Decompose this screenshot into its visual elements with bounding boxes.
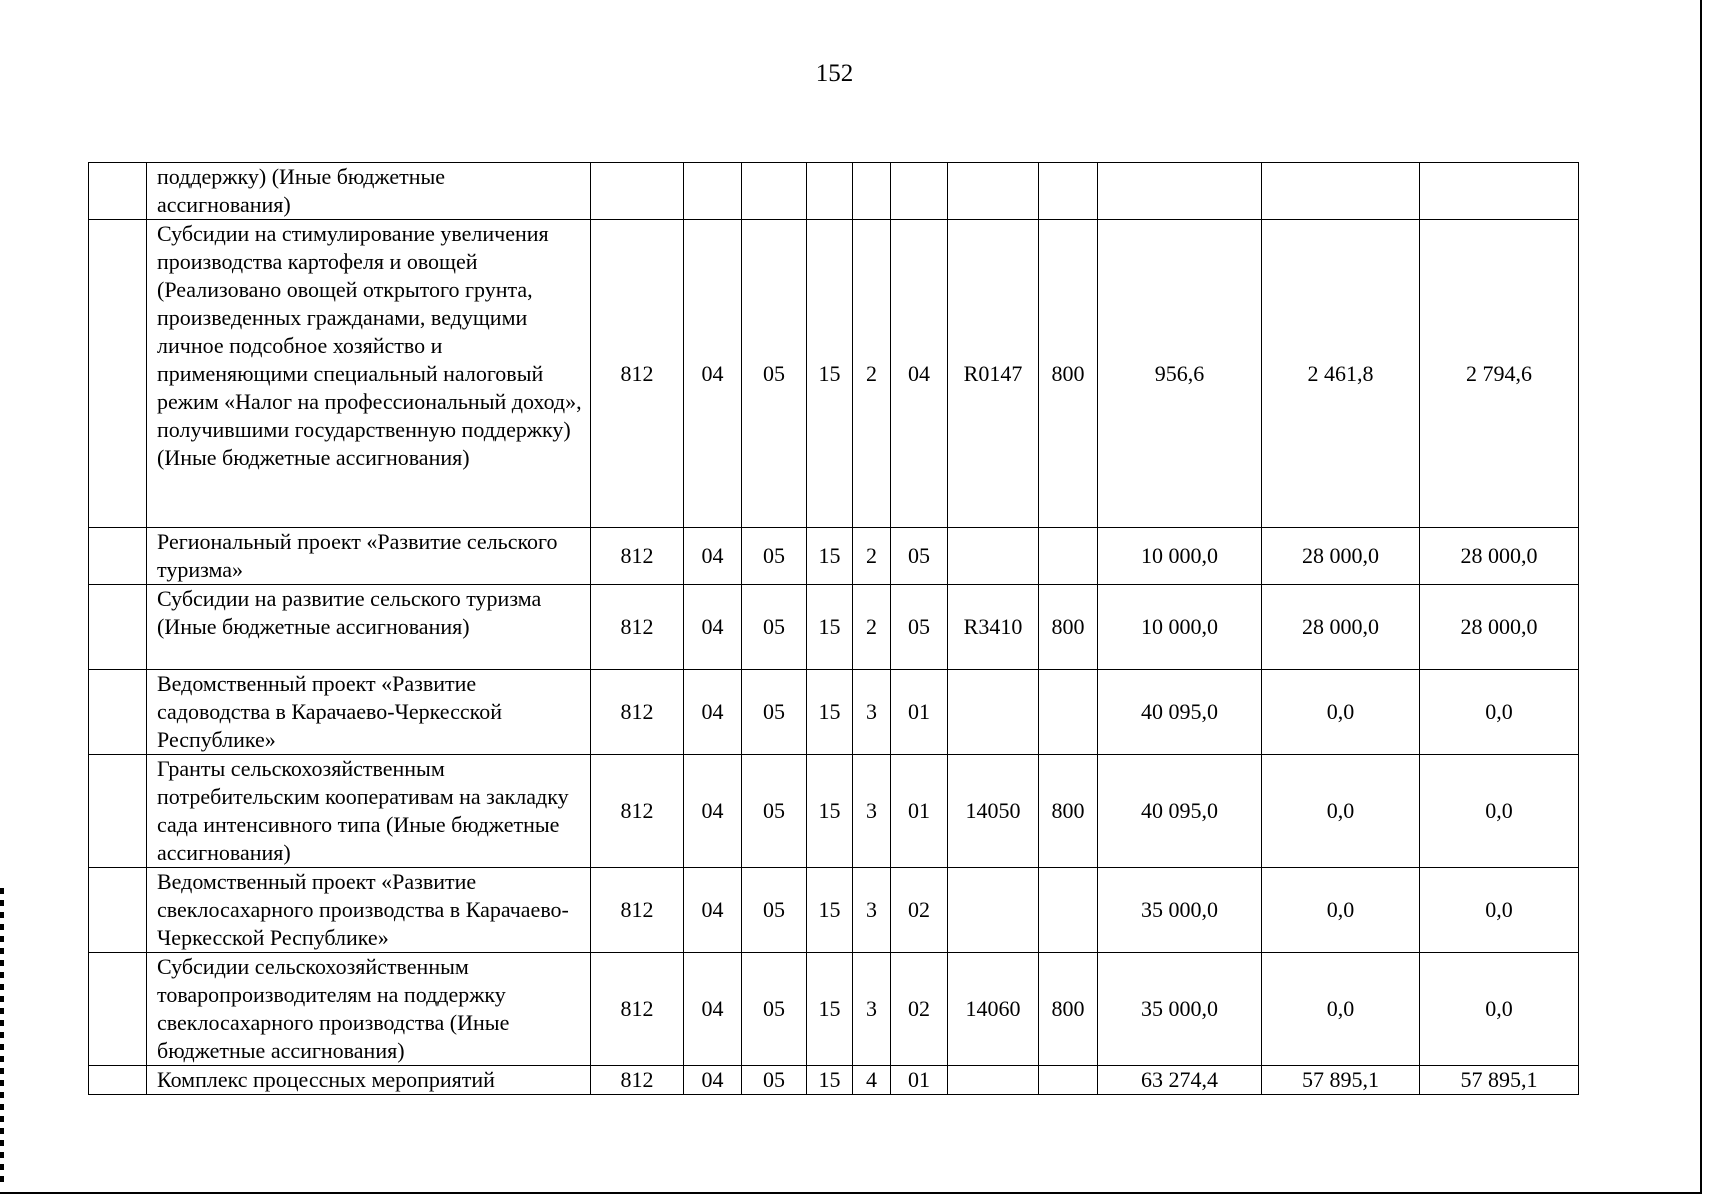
row-value-cell bbox=[807, 163, 853, 220]
row-value-cell: 04 bbox=[684, 755, 742, 868]
row-value-cell: 05 bbox=[742, 953, 807, 1066]
row-value-cell: 04 bbox=[684, 528, 742, 585]
row-value-cell: 3 bbox=[853, 670, 891, 755]
row-value-cell: 28 000,0 bbox=[1262, 585, 1420, 670]
row-value-cell: 812 bbox=[591, 868, 684, 953]
table-row bbox=[89, 953, 1579, 1066]
row-value-cell bbox=[948, 670, 1039, 755]
row-value-cell: 05 bbox=[742, 528, 807, 585]
row-value-cell: 800 bbox=[1039, 220, 1098, 528]
scan-left-edge-dashes bbox=[0, 888, 4, 1188]
scan-bottom-edge bbox=[0, 1192, 1700, 1194]
table-row bbox=[89, 1066, 1579, 1095]
row-value-cell: 28 000,0 bbox=[1420, 528, 1579, 585]
row-value-cell: 3 bbox=[853, 868, 891, 953]
row-value-cell: 15 bbox=[807, 868, 853, 953]
row-value-cell bbox=[1039, 528, 1098, 585]
row-value-cell bbox=[948, 163, 1039, 220]
row-value-cell bbox=[948, 868, 1039, 953]
row-value-cell bbox=[1039, 1066, 1098, 1095]
row-value-cell: 15 bbox=[807, 953, 853, 1066]
row-value-cell: 05 bbox=[742, 585, 807, 670]
table-row bbox=[89, 528, 1579, 585]
row-value-cell: 40 095,0 bbox=[1098, 670, 1262, 755]
row-value-cell bbox=[853, 163, 891, 220]
row-name-cell: Субсидии на развитие сельского туризма (Иные бюджетные ассигнования) bbox=[147, 585, 591, 670]
row-index-cell bbox=[89, 953, 147, 1066]
row-value-cell: 04 bbox=[684, 670, 742, 755]
row-value-cell: 05 bbox=[891, 528, 948, 585]
row-value-cell: 04 bbox=[684, 585, 742, 670]
row-value-cell bbox=[948, 1066, 1039, 1095]
row-value-cell: 01 bbox=[891, 755, 948, 868]
table-row bbox=[89, 220, 1579, 528]
row-value-cell: 04 bbox=[684, 868, 742, 953]
row-value-cell: 3 bbox=[853, 953, 891, 1066]
budget-table bbox=[88, 162, 1579, 1095]
row-value-cell: 57 895,1 bbox=[1262, 1066, 1420, 1095]
row-index-cell bbox=[89, 528, 147, 585]
table-row bbox=[89, 585, 1579, 670]
row-value-cell: 05 bbox=[742, 868, 807, 953]
row-value-cell bbox=[948, 528, 1039, 585]
row-index-cell bbox=[89, 1066, 147, 1095]
row-value-cell: 40 095,0 bbox=[1098, 755, 1262, 868]
row-value-cell: 812 bbox=[591, 220, 684, 528]
row-index-cell bbox=[89, 585, 147, 670]
row-value-cell: 0,0 bbox=[1262, 755, 1420, 868]
row-value-cell: 2 461,8 bbox=[1262, 220, 1420, 528]
row-value-cell: 04 bbox=[684, 953, 742, 1066]
row-value-cell bbox=[891, 163, 948, 220]
row-value-cell bbox=[742, 163, 807, 220]
row-value-cell: 800 bbox=[1039, 755, 1098, 868]
row-value-cell bbox=[684, 163, 742, 220]
row-name-cell: Субсидии сельскохозяйственным товаропроизводителям на поддержку свеклосахарного производства (Иные бюджетные ассигнования) bbox=[147, 953, 591, 1066]
row-value-cell bbox=[1098, 163, 1262, 220]
row-value-cell: 14060 bbox=[948, 953, 1039, 1066]
row-value-cell: 2 bbox=[853, 585, 891, 670]
row-value-cell: 812 bbox=[591, 670, 684, 755]
row-value-cell: 15 bbox=[807, 670, 853, 755]
row-value-cell: 0,0 bbox=[1262, 953, 1420, 1066]
row-value-cell: 0,0 bbox=[1262, 868, 1420, 953]
row-value-cell: R0147 bbox=[948, 220, 1039, 528]
row-value-cell: 02 bbox=[891, 953, 948, 1066]
row-value-cell bbox=[1039, 670, 1098, 755]
row-value-cell: 812 bbox=[591, 1066, 684, 1095]
row-value-cell: 01 bbox=[891, 670, 948, 755]
row-value-cell: 05 bbox=[891, 585, 948, 670]
row-value-cell bbox=[1262, 163, 1420, 220]
row-value-cell: 2 bbox=[853, 528, 891, 585]
row-value-cell: 28 000,0 bbox=[1262, 528, 1420, 585]
row-value-cell: 0,0 bbox=[1420, 755, 1579, 868]
row-value-cell: 05 bbox=[742, 755, 807, 868]
table-row bbox=[89, 868, 1579, 953]
table-row bbox=[89, 670, 1579, 755]
scan-right-edge bbox=[1700, 0, 1702, 1194]
row-value-cell: 02 bbox=[891, 868, 948, 953]
row-value-cell: 0,0 bbox=[1420, 953, 1579, 1066]
row-value-cell: 812 bbox=[591, 528, 684, 585]
row-value-cell: 15 bbox=[807, 585, 853, 670]
row-value-cell: 35 000,0 bbox=[1098, 953, 1262, 1066]
row-name-cell: Ведомственный проект «Развитие садоводства в Карачаево-Черкесской Республике» bbox=[147, 670, 591, 755]
row-name-cell: поддержку) (Иные бюджетные ассигнования) bbox=[147, 163, 591, 220]
row-value-cell: 800 bbox=[1039, 585, 1098, 670]
row-value-cell: 812 bbox=[591, 585, 684, 670]
row-name-cell: Субсидии на стимулирование увеличения производства картофеля и овощей (Реализовано овощей открытого грунта, произведенных гражданами, ведущими личное подсобное хозяйство и применяющими специальный налоговый режим «Налог на профессиональный доход», получившими государственную поддержку) (Иные бюджетные ассигнования) bbox=[147, 220, 591, 528]
row-value-cell: 2 794,6 bbox=[1420, 220, 1579, 528]
row-value-cell: 04 bbox=[684, 220, 742, 528]
row-value-cell: 15 bbox=[807, 755, 853, 868]
row-value-cell: 800 bbox=[1039, 953, 1098, 1066]
row-name-cell: Комплекс процессных мероприятий bbox=[147, 1066, 591, 1095]
row-index-cell bbox=[89, 220, 147, 528]
row-value-cell: 01 bbox=[891, 1066, 948, 1095]
row-index-cell bbox=[89, 755, 147, 868]
row-value-cell: 3 bbox=[853, 755, 891, 868]
row-value-cell: 04 bbox=[891, 220, 948, 528]
row-name-cell: Ведомственный проект «Развитие свеклосахарного производства в Карачаево-Черкесской Республике» bbox=[147, 868, 591, 953]
table-row bbox=[89, 163, 1579, 220]
page-number: 152 bbox=[815, 60, 854, 87]
row-value-cell: 956,6 bbox=[1098, 220, 1262, 528]
row-value-cell: 04 bbox=[684, 1066, 742, 1095]
row-value-cell: 0,0 bbox=[1420, 670, 1579, 755]
row-value-cell: 2 bbox=[853, 220, 891, 528]
row-value-cell: 05 bbox=[742, 220, 807, 528]
row-value-cell: 05 bbox=[742, 1066, 807, 1095]
row-value-cell: 812 bbox=[591, 755, 684, 868]
row-value-cell: 15 bbox=[807, 528, 853, 585]
row-index-cell bbox=[89, 670, 147, 755]
row-index-cell bbox=[89, 163, 147, 220]
row-value-cell: 10 000,0 bbox=[1098, 528, 1262, 585]
row-value-cell: 15 bbox=[807, 1066, 853, 1095]
row-value-cell: 4 bbox=[853, 1066, 891, 1095]
row-value-cell bbox=[1039, 163, 1098, 220]
row-value-cell: 28 000,0 bbox=[1420, 585, 1579, 670]
row-value-cell: 63 274,4 bbox=[1098, 1066, 1262, 1095]
row-value-cell bbox=[1420, 163, 1579, 220]
row-index-cell bbox=[89, 868, 147, 953]
row-value-cell: 14050 bbox=[948, 755, 1039, 868]
row-value-cell: 812 bbox=[591, 953, 684, 1066]
row-name-cell: Гранты сельскохозяйственным потребительским кооперативам на закладку сада интенсивного типа (Иные бюджетные ассигнования) bbox=[147, 755, 591, 868]
row-value-cell bbox=[1039, 868, 1098, 953]
row-value-cell: 05 bbox=[742, 670, 807, 755]
row-value-cell: 10 000,0 bbox=[1098, 585, 1262, 670]
row-value-cell: 57 895,1 bbox=[1420, 1066, 1579, 1095]
row-value-cell bbox=[591, 163, 684, 220]
row-value-cell: 15 bbox=[807, 220, 853, 528]
row-value-cell: 0,0 bbox=[1420, 868, 1579, 953]
row-value-cell: 0,0 bbox=[1262, 670, 1420, 755]
table-row bbox=[89, 755, 1579, 868]
row-value-cell: 35 000,0 bbox=[1098, 868, 1262, 953]
row-name-cell: Региональный проект «Развитие сельского туризма» bbox=[147, 528, 591, 585]
row-value-cell: R3410 bbox=[948, 585, 1039, 670]
